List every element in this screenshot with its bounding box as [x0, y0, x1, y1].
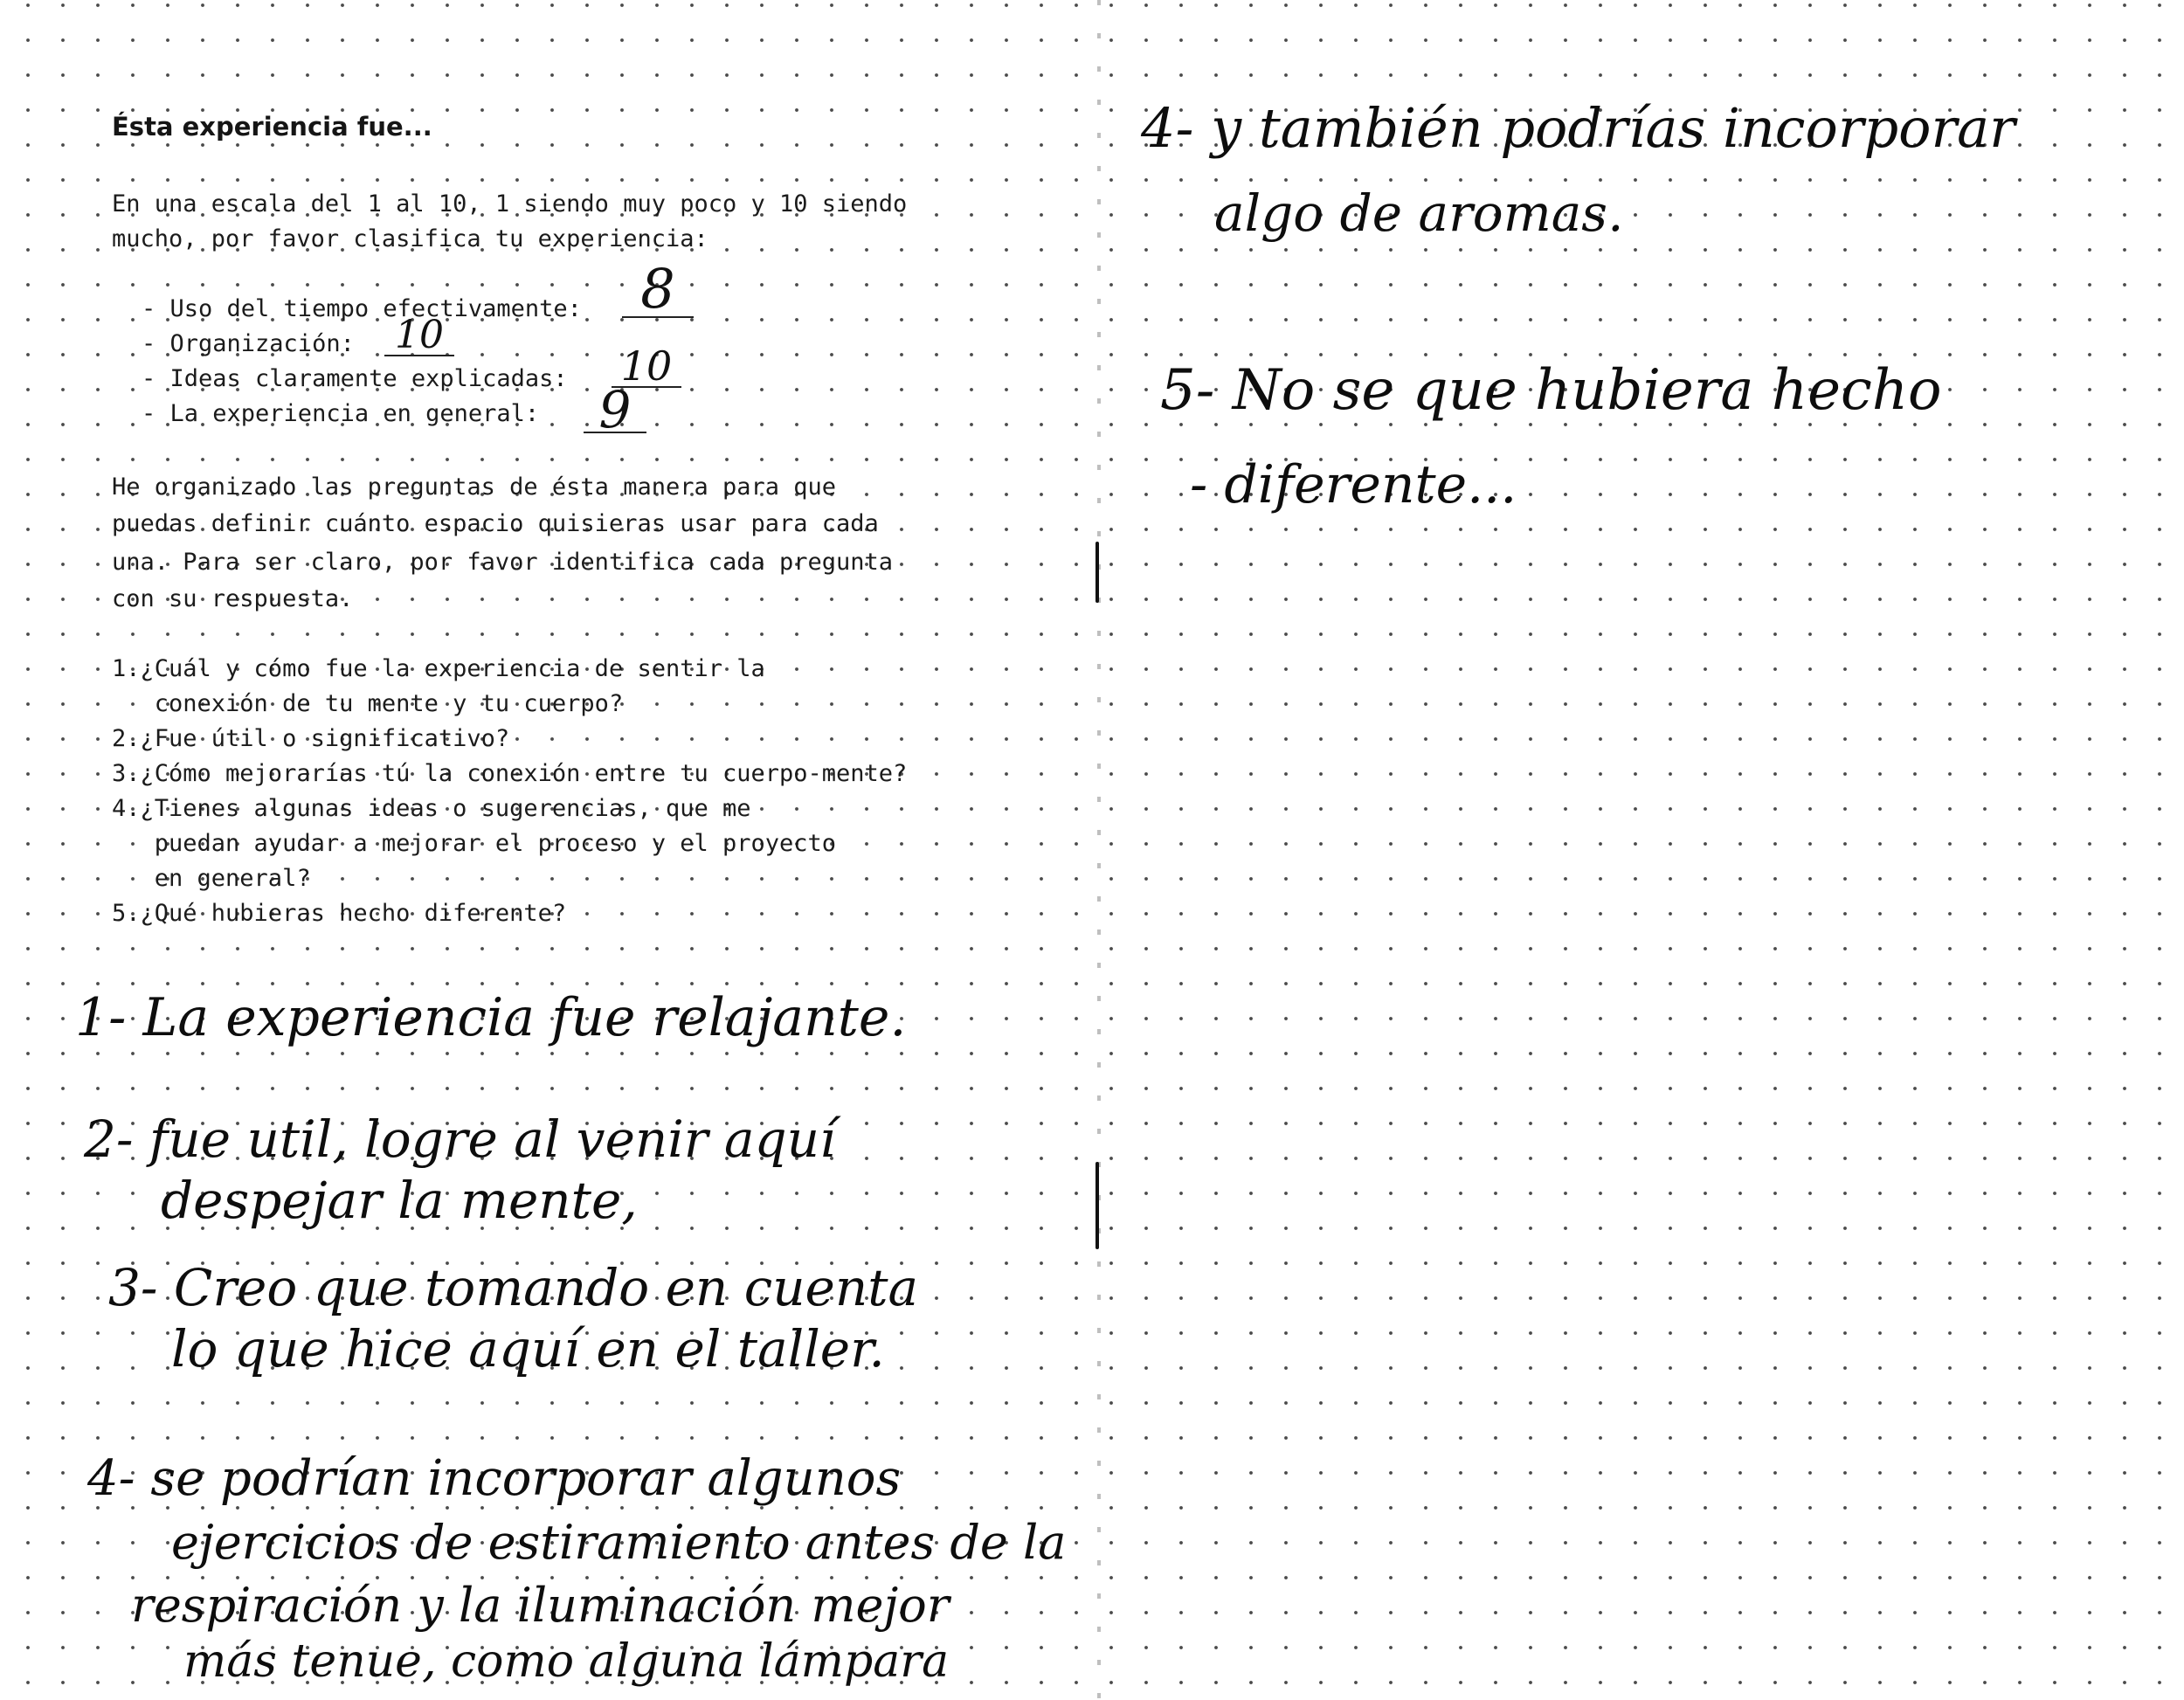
instructions-line: He organizado las preguntas de ésta manera para que: [112, 473, 837, 501]
instructions-line: puedas definir cuánto espacio quisieras usar para cada: [112, 510, 879, 537]
handwritten-answer: lo que hice aquí en el taller.: [171, 1319, 885, 1379]
question-line: conexión de tu mente y tu cuerpo?: [112, 690, 624, 717]
rating-value-organization: 10: [384, 316, 454, 356]
rating-label-organization: - Organización:: [142, 330, 355, 357]
binding-mark: [1095, 1162, 1099, 1249]
rating-value-overall: 9: [584, 384, 646, 433]
handwritten-answer: respiración y la iluminación mejor: [131, 1578, 950, 1633]
question-line: 2.¿Fue útil o significativo?: [112, 725, 510, 752]
question-line: 4.¿Tienes algunas ideas o sugerencias, que me: [112, 795, 751, 822]
binding-mark: [1095, 542, 1099, 603]
question-line: 1.¿Cuál y cómo fue la experiencia de sentir la: [112, 655, 765, 682]
handwritten-answer: 5- No se que hubiera hecho: [1160, 358, 1942, 423]
handwritten-answer: algo de aromas.: [1214, 183, 1624, 243]
rating-label-time: - Uso del tiempo efectivamente:: [142, 295, 582, 322]
rating-value-ideas: 10: [612, 346, 681, 388]
handwritten-answer: 4- y también podrías incorporar: [1141, 96, 2015, 160]
page-fold: [1097, 0, 1101, 1700]
handwritten-answer: ejercicios de estiramiento antes de la: [171, 1515, 1067, 1570]
question-line: 5.¿Qué hubieras hecho diferente?: [112, 900, 567, 927]
handwritten-answer: 4- se podrían incorporar algunos: [87, 1450, 902, 1507]
instructions-line: con su respuesta.: [112, 585, 354, 612]
handwritten-answer: despejar la mente,: [161, 1171, 638, 1230]
instructions-line: una. Para ser claro, por favor identifica cada pregunta: [112, 549, 894, 576]
intro-line: En una escala del 1 al 10, 1 siendo muy poco y 10 siendo: [112, 190, 908, 218]
handwritten-answer: - diferente...: [1190, 454, 1517, 515]
survey-heading: Ésta experiencia fue...: [112, 112, 432, 142]
question-line: en general?: [112, 865, 311, 892]
rating-value-time: 8: [622, 262, 694, 318]
handwritten-answer: más tenue, como alguna lámpara: [183, 1635, 950, 1688]
handwritten-answer: 1- La experiencia fue relajante.: [75, 987, 907, 1048]
question-line: puedan ayudar a mejorar el proceso y el proyecto: [112, 830, 837, 857]
rating-label-overall: - La experiencia en general:: [142, 400, 540, 427]
handwritten-answer: 2- fue util, logre al venir aquí: [84, 1109, 836, 1169]
intro-line: mucho, por favor clasifica tu experiencia:: [112, 225, 708, 252]
handwritten-answer: 3- Creo que tomando en cuenta: [108, 1258, 919, 1317]
rating-label-ideas: - Ideas claramente explicadas:: [142, 365, 568, 392]
question-line: 3.¿Cómo mejorarías tú la conexión entre tu cuerpo-mente?: [112, 760, 908, 787]
